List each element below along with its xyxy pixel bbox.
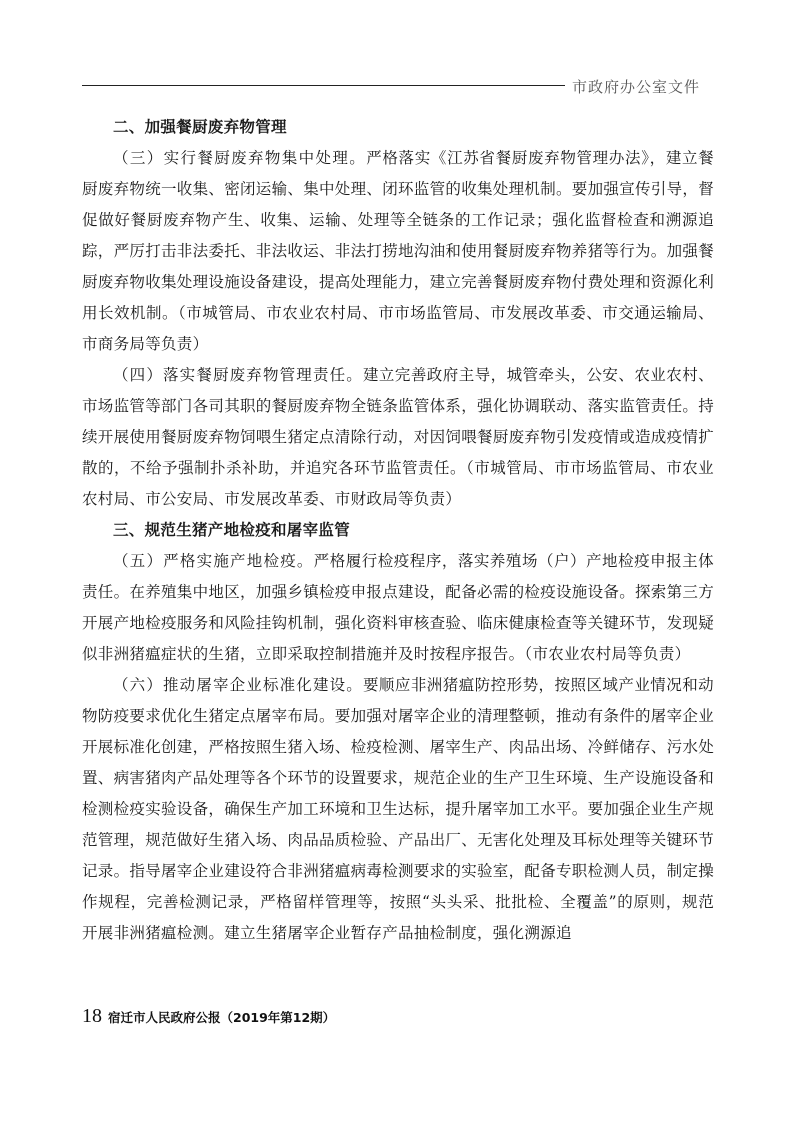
- paragraph-5: [82, 546, 714, 670]
- paragraph-text: 建立完善政府主导，城管牵头，公安、农业农村、市场监管等部门各司其职的餐厨废弃物全链条监管体系，强化协调联动、落实监管责任。持续开展使用餐厨废弃物饲喂生猪定点清除行动，对因饲喂餐厨废弃物引发疫情或造成疫情扩散的，不给予强制扑杀补助，并追究各环节监管责任。（市城管局、市市场监管局、市农业农村局、市公安局、市发展改革委、市财政局等负责）: [82, 366, 715, 508]
- paragraph-lead: （六）推动屠宰企业标准化建设。: [113, 676, 363, 694]
- paragraph-6: [82, 670, 714, 949]
- document-body: [82, 112, 714, 949]
- header-rule: [82, 85, 565, 86]
- page-footer: [82, 1005, 335, 1028]
- paragraph-lead: （三）实行餐厨废弃物集中处理。: [113, 149, 367, 167]
- page-number: 18: [82, 1005, 102, 1027]
- paragraph-lead: （四）落实餐厨废弃物管理责任。: [113, 366, 363, 384]
- publication-title: 宿迁市人民政府公报（2019年第12期）: [108, 1010, 336, 1025]
- paragraph-text: 严格落实《江苏省餐厨废弃物管理办法》，建立餐厨废弃物统一收集、密闭运输、集中处理、闭环监管的收集处理机制。要加强宣传引导，督促做好餐厨废弃物产生、收集、运输、处理等全链条的工作记录；强化监督检查和溯源追踪，严厉打击非法委托、非法收运、非法打捞地沟油和使用餐厨废弃物养猪等行为。加强餐厨废弃物收集处理设施设备建设，提高处理能力，建立完善餐厨废弃物付费处理和资源化利用长效机制。（市城管局、市农业农村局、市市场监管局、市发展改革委、市交通运输局、市商务局等负责）: [82, 149, 715, 353]
- section-heading-3: 三、规范生猪产地检疫和屠宰监管: [113, 521, 351, 539]
- paragraph-lead: （五）严格实施产地检疫。: [113, 552, 314, 570]
- paragraph-3: [82, 143, 714, 360]
- paragraph-4: [82, 360, 714, 515]
- section-heading-2: 二、加强餐厨废弃物管理: [113, 118, 287, 136]
- paragraph-text: 严格履行检疫程序，落实养殖场（户）产地检疫申报主体责任。在养殖集中地区，加强乡镇检疫申报点建设，配备必需的检疫设施设备。探索第三方开展产地检疫服务和风险挂钩机制，强化资料审核查验、临床健康检查等关键环节，发现疑似非洲猪瘟症状的生猪，立即采取控制措施并及时按程序报告。（市农业农村局等负责）: [82, 552, 715, 663]
- paragraph-text: 要顺应非洲猪瘟防控形势，按照区域产业情况和动物防疫要求优化生猪定点屠宰布局。要加强对屠宰企业的清理整顿，推动有条件的屠宰企业开展标准化创建，严格按照生猪入场、检疫检测、屠宰生产、肉品出场、冷鲜储存、污水处置、病害猪肉产品处理等各个环节的设置要求，规范企业的生产卫生环境、生产设施设备和检测检疫实验设备，确保生产加工环境和卫生达标，提升屠宰加工水平。要加强企业生产规范管理，规范做好生猪入场、肉品品质检验、产品出厂、无害化处理及耳标处理等关键环节记录。指导屠宰企业建设符合非洲猪瘟病毒检测要求的实验室，配备专职检测人员，制定操作规程，完善检测记录，严格留样管理等，按照“头头采、批批检、全覆盖”的原则，规范开展非洲猪瘟检测。建立生猪屠宰企业暂存产品抽检制度，强化溯源追: [82, 676, 715, 942]
- header-title: 市政府办公室文件: [572, 78, 701, 96]
